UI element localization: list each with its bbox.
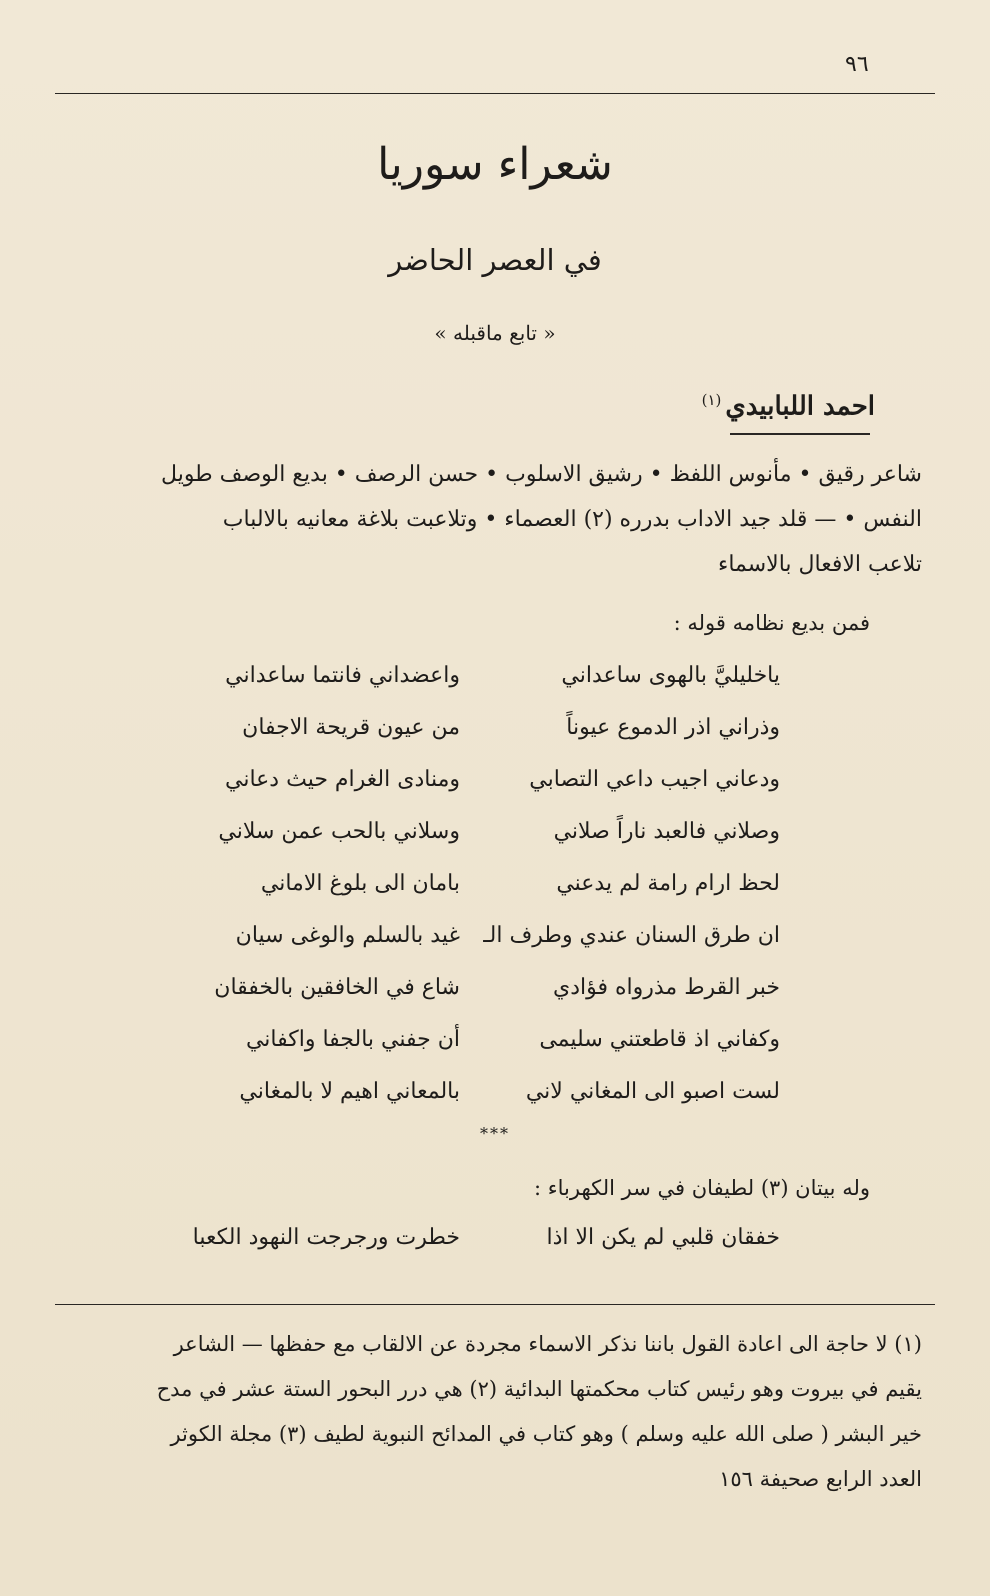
section-separator: *** [480,1124,510,1143]
intro-line: النفس • — قلد جيد الاداب بدرره (٢) العصماء • وتلاعبت بلاغة معانيه بالالباب [222,507,922,532]
first-hemistich: ياخليليَّ بالهوى ساعداني [561,663,780,688]
second-hemistich: وسلاني بالحب عمن سلاني [218,819,460,844]
second-hemistich: من عيون قريحة الاجفان [242,715,460,740]
poem-couplet [0,754,990,806]
verse-intro: فمن بديع نظامه قوله : [673,611,870,635]
intro-line: شاعر رقيق • مأنوس اللفظ • رشيق الاسلوب • حسن الرصف • بديع الوصف طويل [161,462,922,487]
first-hemistich: ان طرق السنان عندي وطرف الـ [483,923,780,948]
first-hemistich: خفقان قلبي لم يكن الا اذا [546,1225,780,1250]
poem-couplet [0,1066,990,1118]
first-hemistich: لست اصبو الى المغاني لاني [525,1079,780,1104]
second-hemistich: غيد بالسلم والوغى سيان [235,923,460,948]
first-hemistich: خبر القرط مذرواه فؤادي [552,975,780,1000]
page-subtitle: في العصر الحاضر [388,243,602,277]
second-hemistich: بالمعاني اهيم لا بالمغاني [239,1079,460,1104]
first-hemistich: لحظ ارام رامة لم يدعني [556,871,780,896]
footnote-line: (١) لا حاجة الى اعادة القول باننا نذكر الاسماء مجردة عن الالقاب مع حفظها — الشاعر [173,1332,922,1356]
poem-couplet [0,806,990,858]
footnote-line: العدد الرابع صحيفة ١٥٦ [719,1467,922,1491]
poem-couplet [0,962,990,1014]
intro-line: تلاعب الافعال بالاسماء [717,552,922,577]
poem-couplet [0,910,990,962]
second-hemistich: واعضداني فانتما ساعداني [225,663,460,688]
second-poem-intro: وله بيتان (٣) لطيفان في سر الكهرباء : [534,1176,870,1200]
continued-note: « تابع ماقبله » [434,321,556,345]
footnote-line: خير البشر ( صلى الله عليه وسلم ) وهو كتاب في المدائح النبوية لطيف (٣) مجلة الكوثر [170,1422,922,1446]
footnotes [52,1322,922,1502]
poem-couplet [0,702,990,754]
poet-introduction [62,452,922,587]
footnote-line: يقيم في بيروت وهو رئيس كتاب محكمتها البدائية (٢) هي درر البحور الستة عشر في مدح [156,1377,922,1401]
first-hemistich: وذراني اذر الدموع عيوناً [566,715,780,740]
footnote-rule [55,1304,935,1305]
poem-couplet [0,858,990,910]
second-hemistich: شاع في الخافقين بالخفقان [214,975,460,1000]
page-number: ٩٦ [845,52,869,77]
second-hemistich: خطرت ورجرجت النهود الكعبا [192,1225,460,1250]
first-hemistich: ودعاني اجيب داعي التصابي [529,767,780,792]
second-hemistich: ومنادى الغرام حيث دعاني [225,767,460,792]
poem-couplet [0,650,990,702]
first-hemistich: وصلاني فالعبد ناراً صلاني [553,819,780,844]
second-poem-couplet [0,1212,990,1264]
page-title: شعراء سوريا [377,139,613,190]
poem-couplet [0,1014,990,1066]
first-hemistich: وكفاني اذ قاطعتني سليمى [539,1027,780,1052]
poet-footnote-ref: (١) [701,391,722,409]
second-hemistich: أن جفني بالجفا واكفاني [245,1027,460,1052]
second-hemistich: بامان الى بلوغ الاماني [260,871,460,896]
header-rule [55,93,935,94]
poet-heading [702,380,875,427]
poet-name: احمد اللبابيدي [725,391,875,422]
poet-name-underline [730,433,870,435]
